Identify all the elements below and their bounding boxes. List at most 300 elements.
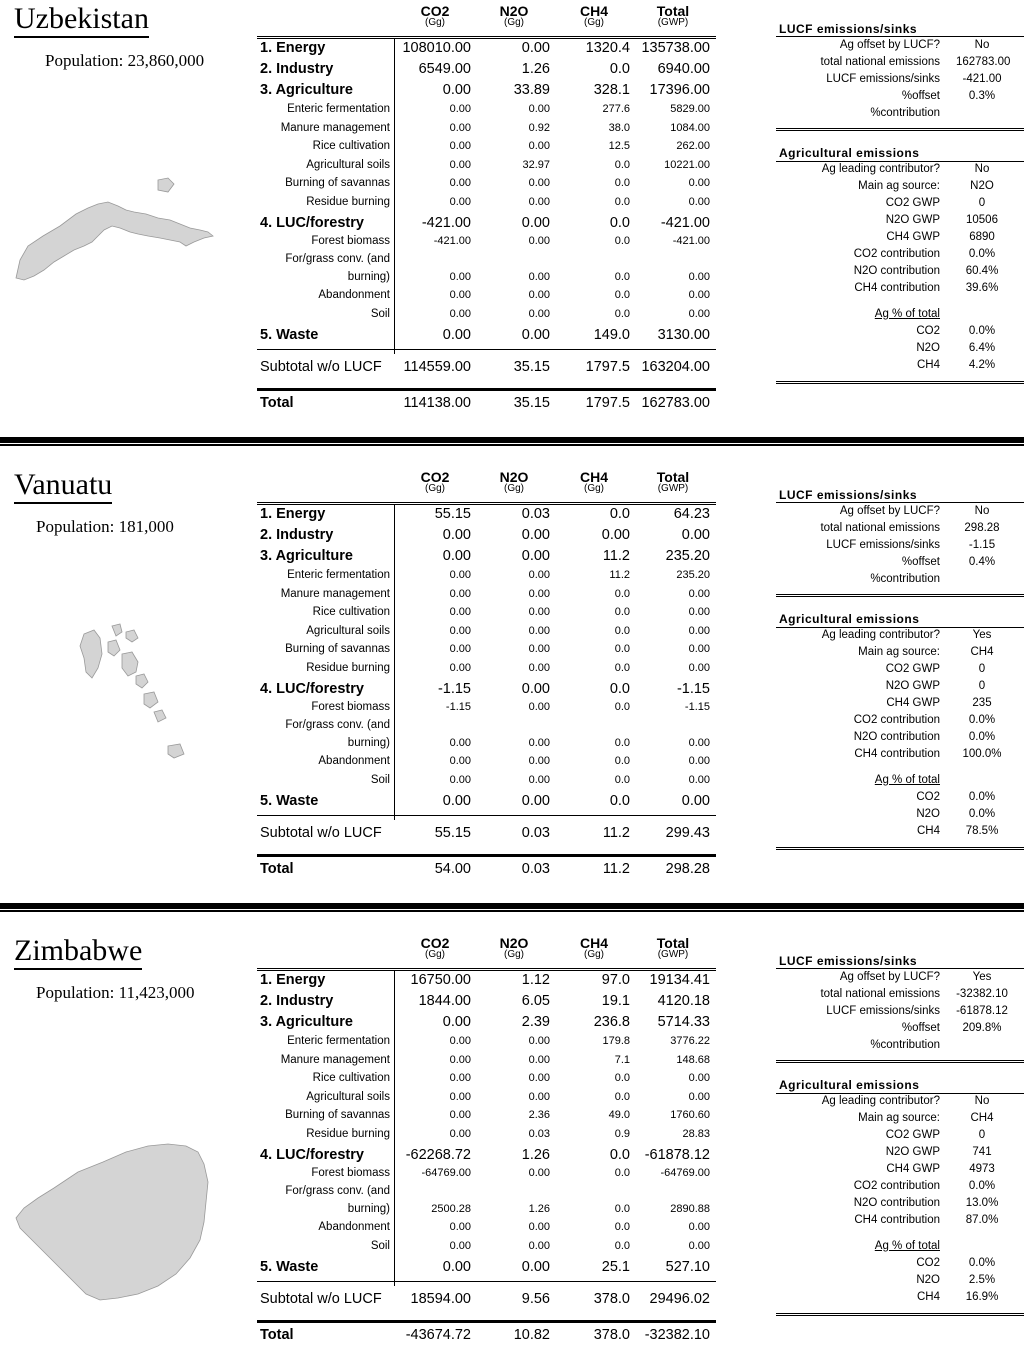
cell-value: 11.2 xyxy=(609,569,630,581)
panel-label-ch4_contrib: CH4 contribution xyxy=(854,748,940,760)
section-separator xyxy=(0,903,1024,909)
ag-pct-total-label: Ag % of total xyxy=(874,308,940,320)
cell-value: 11.2 xyxy=(602,825,630,841)
table-row-residue xyxy=(257,662,716,680)
table-row-enteric xyxy=(257,569,716,587)
cell-value: 114138.00 xyxy=(403,395,471,411)
cell-value: 0.00 xyxy=(442,82,471,98)
cell-value: 0.00 xyxy=(688,1091,710,1103)
row-label: 4. LUC/forestry xyxy=(260,1147,364,1163)
panel-value-ch4_gwp: 235 xyxy=(972,697,992,709)
row-label: Agricultural soils xyxy=(306,625,390,637)
panel-label-pct_contribution: %contribution xyxy=(870,1039,940,1051)
row-label: Forest biomass xyxy=(311,235,390,247)
cell-value: 0.00 xyxy=(449,737,471,749)
panel-rule xyxy=(776,161,1024,162)
panel-value-co2_contrib: 0.0% xyxy=(968,248,996,260)
column-header-label: Total xyxy=(656,935,690,951)
panel-rule xyxy=(776,627,1024,628)
panel-label-n2o_gwp: N2O GWP xyxy=(885,1146,940,1158)
cell-value: 0.00 xyxy=(449,1072,471,1084)
table-row-waste xyxy=(257,327,716,345)
cell-value: 0.00 xyxy=(442,1014,471,1030)
panel-label-ch4_contrib: CH4 contribution xyxy=(854,1214,940,1226)
cell-value: 0.92 xyxy=(528,122,550,134)
table-row-soil xyxy=(257,308,716,326)
lucf-section-title: LUCF emissions/sinks xyxy=(779,22,918,36)
row-label: Subtotal w/o LUCF xyxy=(260,1291,382,1307)
cell-value: 0.00 xyxy=(449,662,471,674)
cell-value: 7.1 xyxy=(614,1054,630,1066)
cell-value: 236.8 xyxy=(593,1014,630,1030)
subtotal-rule xyxy=(257,349,716,350)
cell-value: 0.0 xyxy=(614,606,630,618)
panel-label-total_national: total national emissions xyxy=(820,56,940,68)
panel-value-n2o_contrib: 13.0% xyxy=(965,1197,999,1209)
row-label: Abandonment xyxy=(318,289,390,301)
row-label: Agricultural soils xyxy=(306,1091,390,1103)
row-label: Rice cultivation xyxy=(312,606,390,618)
panel-label-ag_offset: Ag offset by LUCF? xyxy=(839,39,940,51)
cell-value: 29496.02 xyxy=(649,1291,710,1307)
row-label: Abandonment xyxy=(318,1221,390,1233)
cell-value: 0.00 xyxy=(449,1128,471,1140)
panel-label-co2_gwp: CO2 GWP xyxy=(885,663,940,675)
section-separator-thin xyxy=(0,444,1024,446)
panel-value-n2o_gwp: 10506 xyxy=(966,214,998,226)
cell-value: 0.0 xyxy=(614,701,630,713)
row-label: 5. Waste xyxy=(260,1259,319,1275)
cell-value: 179.8 xyxy=(602,1035,630,1047)
cell-value: 12.5 xyxy=(608,140,630,152)
row-label: Burning of savannas xyxy=(285,1109,390,1121)
cell-value: 0.00 xyxy=(688,606,710,618)
cell-value: 0.0 xyxy=(614,271,630,283)
column-header-n2o xyxy=(484,469,544,494)
row-label: Total xyxy=(260,395,294,411)
panel-value-pct_offset: 0.4% xyxy=(968,556,996,568)
cell-value: 28.83 xyxy=(682,1128,710,1140)
table-row-industry xyxy=(257,527,716,545)
row-label: 3. Agriculture xyxy=(260,1014,353,1030)
cell-value: 0.00 xyxy=(688,643,710,655)
cell-value: 378.0 xyxy=(593,1291,630,1307)
panel-label-ch4_gwp: CH4 GWP xyxy=(886,1163,940,1175)
cell-value: 0.00 xyxy=(688,588,710,600)
cell-value: 0.0 xyxy=(609,1147,630,1163)
cell-value: 0.0 xyxy=(614,643,630,655)
panel-label-co2_contrib: CO2 contribution xyxy=(853,714,940,726)
table-row-savannas xyxy=(257,177,716,195)
cell-value: 6.05 xyxy=(521,993,550,1009)
cell-value: 0.00 xyxy=(449,606,471,618)
row-label: Rice cultivation xyxy=(312,140,390,152)
cell-value: 0.00 xyxy=(528,1167,550,1179)
ag-section-title: Agricultural emissions xyxy=(779,612,920,626)
panel-rule xyxy=(776,128,1024,131)
summary-panel xyxy=(776,466,1024,906)
cell-value: 0.00 xyxy=(528,625,550,637)
row-label: 2. Industry xyxy=(260,527,334,543)
total-rule xyxy=(257,388,716,391)
table-row-abandon xyxy=(257,1221,716,1239)
row-label: For/grass conv. (and xyxy=(285,1185,390,1197)
column-header-unit: (Gg) xyxy=(504,17,524,28)
table-row-forgrass xyxy=(257,1185,716,1221)
cell-value: 0.0 xyxy=(614,308,630,320)
row-label: For/grass conv. (and xyxy=(285,253,390,265)
column-header-ch4 xyxy=(564,935,624,960)
cell-value: 0.00 xyxy=(528,308,550,320)
cell-value: 0.00 xyxy=(449,1035,471,1047)
cell-value: 3776.22 xyxy=(670,1035,710,1047)
panel-value-lucf: -421.00 xyxy=(962,73,1002,85)
panel-value-ag_leading: No xyxy=(974,1095,990,1107)
panel-value-ch4_contrib: 87.0% xyxy=(965,1214,999,1226)
cell-value: -421.00 xyxy=(433,235,471,247)
panel-rule xyxy=(776,36,1024,37)
cell-value: -1.15 xyxy=(676,681,710,697)
country-map-shape xyxy=(8,576,223,766)
total-rule xyxy=(257,1320,716,1323)
cell-value: 0.00 xyxy=(521,681,550,697)
panel-value-lucf: -1.15 xyxy=(968,539,996,551)
cell-value: 262.00 xyxy=(676,140,710,152)
row-label: burning) xyxy=(347,737,390,749)
column-header-n2o xyxy=(484,935,544,960)
cell-value: 235.20 xyxy=(676,569,710,581)
cell-value: 0.00 xyxy=(449,1109,471,1121)
panel-rule xyxy=(776,594,1024,597)
column-header-label: Total xyxy=(656,3,690,19)
row-label: Soil xyxy=(370,308,390,320)
cell-value: 0.0 xyxy=(614,625,630,637)
cell-value: 0.0 xyxy=(614,159,630,171)
panel-value-pct_co2: 0.0% xyxy=(968,325,996,337)
table-row-rice xyxy=(257,606,716,624)
row-label: Residue burning xyxy=(306,1128,390,1140)
column-header-ch4 xyxy=(564,469,624,494)
panel-value-pct_offset: 0.3% xyxy=(968,90,996,102)
cell-value: 18594.00 xyxy=(410,1291,471,1307)
cell-value: -62268.72 xyxy=(405,1147,471,1163)
panel-label-pct_contribution: %contribution xyxy=(870,573,940,585)
panel-label-pct_n2o: N2O xyxy=(916,1274,940,1286)
panel-value-co2_contrib: 0.0% xyxy=(968,714,996,726)
column-header-label: CO2 xyxy=(420,469,450,485)
cell-value: -61878.12 xyxy=(644,1147,710,1163)
cell-value: 0.00 xyxy=(528,737,550,749)
table-row-residue xyxy=(257,1128,716,1146)
cell-value: 0.00 xyxy=(528,606,550,618)
cell-value: -1.15 xyxy=(445,701,471,713)
cell-value: 16750.00 xyxy=(410,972,471,988)
panel-label-pct_ch4: CH4 xyxy=(916,1291,940,1303)
cell-value: 0.00 xyxy=(449,308,471,320)
panel-value-ag_offset: No xyxy=(974,39,990,51)
row-label: 5. Waste xyxy=(260,327,319,343)
ag-section-title: Agricultural emissions xyxy=(779,146,920,160)
panel-value-ch4_contrib: 39.6% xyxy=(965,282,999,294)
column-header-label: CH4 xyxy=(579,935,608,951)
country-section xyxy=(0,932,1024,1372)
cell-value: 0.00 xyxy=(528,1072,550,1084)
ag-pct-total-label: Ag % of total xyxy=(874,1240,940,1252)
country-section xyxy=(0,0,1024,440)
table-row-luc xyxy=(257,215,716,233)
panel-rule xyxy=(776,1060,1024,1063)
cell-value: 0.00 xyxy=(528,701,550,713)
cell-value: 0.00 xyxy=(688,1240,710,1252)
cell-value: 0.00 xyxy=(528,643,550,655)
cell-value: 0.00 xyxy=(528,1221,550,1233)
cell-value: 2890.88 xyxy=(670,1203,710,1215)
cell-value: 0.00 xyxy=(688,1221,710,1233)
table-row-forest xyxy=(257,235,716,253)
cell-value: 11.2 xyxy=(602,861,630,877)
cell-value: 0.00 xyxy=(528,271,550,283)
table-row-forgrass xyxy=(257,253,716,289)
row-label: 1. Energy xyxy=(260,506,326,522)
country-section xyxy=(0,466,1024,906)
panel-value-pct_n2o: 2.5% xyxy=(968,1274,996,1286)
row-label: Burning of savannas xyxy=(285,643,390,655)
cell-value: 6549.00 xyxy=(418,61,471,77)
table-row-savannas xyxy=(257,643,716,661)
cell-value: 0.00 xyxy=(528,662,550,674)
row-label: Agricultural soils xyxy=(306,159,390,171)
panel-label-total_national: total national emissions xyxy=(820,988,940,1000)
cell-value: -1.15 xyxy=(437,681,471,697)
cell-value: 0.03 xyxy=(521,506,550,522)
cell-value: 0.00 xyxy=(688,308,710,320)
cell-value: 0.00 xyxy=(521,527,550,543)
panel-rule xyxy=(776,968,1024,969)
panel-value-co2_gwp: 0 xyxy=(978,197,986,209)
table-row-savannas xyxy=(257,1109,716,1127)
panel-label-lucf: LUCF emissions/sinks xyxy=(826,539,940,551)
panel-value-ag_leading: Yes xyxy=(972,629,992,641)
cell-value: 378.0 xyxy=(593,1327,630,1343)
cell-value: 0.00 xyxy=(528,289,550,301)
panel-label-total_national: total national emissions xyxy=(820,522,940,534)
cell-value: 2.36 xyxy=(528,1109,550,1121)
ag-pct-total-label: Ag % of total xyxy=(874,774,940,786)
cell-value: 0.00 xyxy=(449,140,471,152)
panel-label-pct_co2: CO2 xyxy=(916,325,940,337)
cell-value: 0.00 xyxy=(681,527,710,543)
cell-value: 9.56 xyxy=(521,1291,550,1307)
cell-value: 0.00 xyxy=(442,1259,471,1275)
cell-value: 0.00 xyxy=(449,1091,471,1103)
panel-label-co2_gwp: CO2 GWP xyxy=(885,197,940,209)
column-header-unit: (GWP) xyxy=(657,483,689,494)
table-row-agriculture xyxy=(257,548,716,566)
cell-value: 0.00 xyxy=(528,196,550,208)
cell-value: 32.97 xyxy=(522,159,550,171)
panel-value-n2o_gwp: 741 xyxy=(972,1146,992,1158)
table-row-enteric xyxy=(257,103,716,121)
table-row-luc xyxy=(257,681,716,699)
cell-value: 0.0 xyxy=(614,755,630,767)
cell-value: 1844.00 xyxy=(418,993,471,1009)
cell-value: 0.00 xyxy=(688,625,710,637)
cell-value: 19134.41 xyxy=(649,972,710,988)
cell-value: 0.00 xyxy=(528,569,550,581)
panel-label-n2o_contrib: N2O contribution xyxy=(853,1197,940,1209)
ag-section-title: Agricultural emissions xyxy=(779,1078,920,1092)
panel-label-co2_gwp: CO2 GWP xyxy=(885,1129,940,1141)
panel-label-pct_n2o: N2O xyxy=(916,342,940,354)
cell-value: 0.00 xyxy=(528,140,550,152)
panel-label-pct_co2: CO2 xyxy=(916,1257,940,1269)
cell-value: 54.00 xyxy=(434,861,471,877)
panel-value-total_national: -32382.10 xyxy=(956,988,1008,1000)
row-label: 4. LUC/forestry xyxy=(260,215,364,231)
table-row-subtotal xyxy=(257,1291,716,1309)
table-row-total xyxy=(257,395,716,413)
cell-value: 1320.4 xyxy=(585,40,630,56)
row-label: burning) xyxy=(347,271,390,283)
cell-value: 0.00 xyxy=(449,177,471,189)
cell-value: 298.28 xyxy=(665,861,710,877)
cell-value: 235.20 xyxy=(665,548,710,564)
cell-value: 299.43 xyxy=(665,825,710,841)
cell-value: 0.00 xyxy=(521,40,550,56)
table-row-soil xyxy=(257,774,716,792)
cell-value: 1.26 xyxy=(521,61,550,77)
row-label: Manure management xyxy=(280,588,390,600)
table-row-manure xyxy=(257,122,716,140)
cell-value: 0.0 xyxy=(614,662,630,674)
panel-label-ag_leading: Ag leading contributor? xyxy=(821,163,940,175)
cell-value: 0.0 xyxy=(614,737,630,749)
cell-value: 0.00 xyxy=(688,774,710,786)
country-map-shape xyxy=(8,150,223,340)
panel-value-total_national: 162783.00 xyxy=(956,56,1011,68)
cell-value: 0.03 xyxy=(528,1128,550,1140)
lucf-section-title: LUCF emissions/sinks xyxy=(779,488,918,502)
table-row-luc xyxy=(257,1147,716,1165)
table-row-soils xyxy=(257,1091,716,1109)
cell-value: 35.15 xyxy=(513,395,550,411)
column-header-label: N2O xyxy=(499,3,529,19)
cell-value: 0.00 xyxy=(442,327,471,343)
country-name: Zimbabwe xyxy=(14,934,142,970)
cell-value: 0.00 xyxy=(449,122,471,134)
cell-value: 148.68 xyxy=(676,1054,710,1066)
panel-label-pct_ch4: CH4 xyxy=(916,825,940,837)
panel-value-co2_gwp: 0 xyxy=(978,1129,986,1141)
panel-label-pct_offset: %offset xyxy=(901,90,940,102)
panel-label-ch4_contrib: CH4 contribution xyxy=(854,282,940,294)
cell-value: 0.0 xyxy=(614,1091,630,1103)
cell-value: 328.1 xyxy=(593,82,630,98)
cell-value: 0.00 xyxy=(528,235,550,247)
cell-value: 1797.5 xyxy=(585,395,630,411)
cell-value: 0.00 xyxy=(449,588,471,600)
cell-value: 527.10 xyxy=(665,1259,710,1275)
cell-value: 1.26 xyxy=(528,1203,550,1215)
table-row-total xyxy=(257,1327,716,1345)
cell-value: 0.00 xyxy=(528,588,550,600)
panel-value-lucf: -61878.12 xyxy=(956,1005,1008,1017)
table-row-subtotal xyxy=(257,359,716,377)
panel-value-ch4_gwp: 6890 xyxy=(969,231,995,243)
cell-value: 0.00 xyxy=(442,548,471,564)
row-label: Burning of savannas xyxy=(285,177,390,189)
table-row-soils xyxy=(257,159,716,177)
row-label: Rice cultivation xyxy=(312,1072,390,1084)
row-label: 1. Energy xyxy=(260,972,326,988)
column-header-label: N2O xyxy=(499,469,529,485)
table-row-agriculture xyxy=(257,82,716,100)
table-row-waste xyxy=(257,793,716,811)
cell-value: 0.00 xyxy=(528,774,550,786)
cell-value: 277.6 xyxy=(602,103,630,115)
panel-label-n2o_gwp: N2O GWP xyxy=(885,214,940,226)
column-header-unit: (Gg) xyxy=(425,949,445,960)
cell-value: 0.00 xyxy=(449,1240,471,1252)
cell-value: 0.00 xyxy=(449,625,471,637)
cell-value: 0.00 xyxy=(521,327,550,343)
cell-value: 3130.00 xyxy=(657,327,710,343)
panel-value-ch4_contrib: 100.0% xyxy=(962,748,1002,760)
row-label: Enteric fermentation xyxy=(287,103,390,115)
panel-label-main_source: Main ag source: xyxy=(858,1112,940,1124)
column-header-n2o xyxy=(484,3,544,28)
cell-value: -1.15 xyxy=(684,701,710,713)
panel-label-ag_offset: Ag offset by LUCF? xyxy=(839,505,940,517)
row-label: 3. Agriculture xyxy=(260,548,353,564)
row-label: Enteric fermentation xyxy=(287,569,390,581)
table-row-agriculture xyxy=(257,1014,716,1032)
cell-value: 163204.00 xyxy=(641,359,710,375)
cell-value: 0.0 xyxy=(614,588,630,600)
cell-value: 0.00 xyxy=(449,1054,471,1066)
row-label: Soil xyxy=(370,774,390,786)
row-label: Residue burning xyxy=(306,662,390,674)
table-row-energy xyxy=(257,40,716,58)
country-name: Uzbekistan xyxy=(14,2,149,38)
cell-value: 108010.00 xyxy=(402,40,471,56)
panel-value-n2o_contrib: 60.4% xyxy=(965,265,999,277)
lucf-section-title: LUCF emissions/sinks xyxy=(779,954,918,968)
table-row-residue xyxy=(257,196,716,214)
cell-value: 0.00 xyxy=(521,215,550,231)
table-row-abandon xyxy=(257,755,716,773)
panel-label-ch4_gwp: CH4 GWP xyxy=(886,231,940,243)
total-rule xyxy=(257,854,716,857)
header-rule xyxy=(257,36,716,39)
subtotal-rule xyxy=(257,1281,716,1282)
panel-label-lucf: LUCF emissions/sinks xyxy=(826,1005,940,1017)
panel-value-ch4_gwp: 4973 xyxy=(969,1163,995,1175)
panel-label-pct_offset: %offset xyxy=(901,1022,940,1034)
column-header-label: CH4 xyxy=(579,469,608,485)
cell-value: 25.1 xyxy=(601,1259,630,1275)
table-row-total xyxy=(257,861,716,879)
table-row-forest xyxy=(257,1167,716,1185)
row-label: 2. Industry xyxy=(260,993,334,1009)
cell-value: 0.00 xyxy=(528,1035,550,1047)
cell-value: 0.0 xyxy=(614,177,630,189)
cell-value: 97.0 xyxy=(601,972,630,988)
column-header-unit: (Gg) xyxy=(504,483,524,494)
cell-value: 49.0 xyxy=(608,1109,630,1121)
panel-value-pct_n2o: 6.4% xyxy=(968,342,996,354)
table-row-energy xyxy=(257,972,716,990)
